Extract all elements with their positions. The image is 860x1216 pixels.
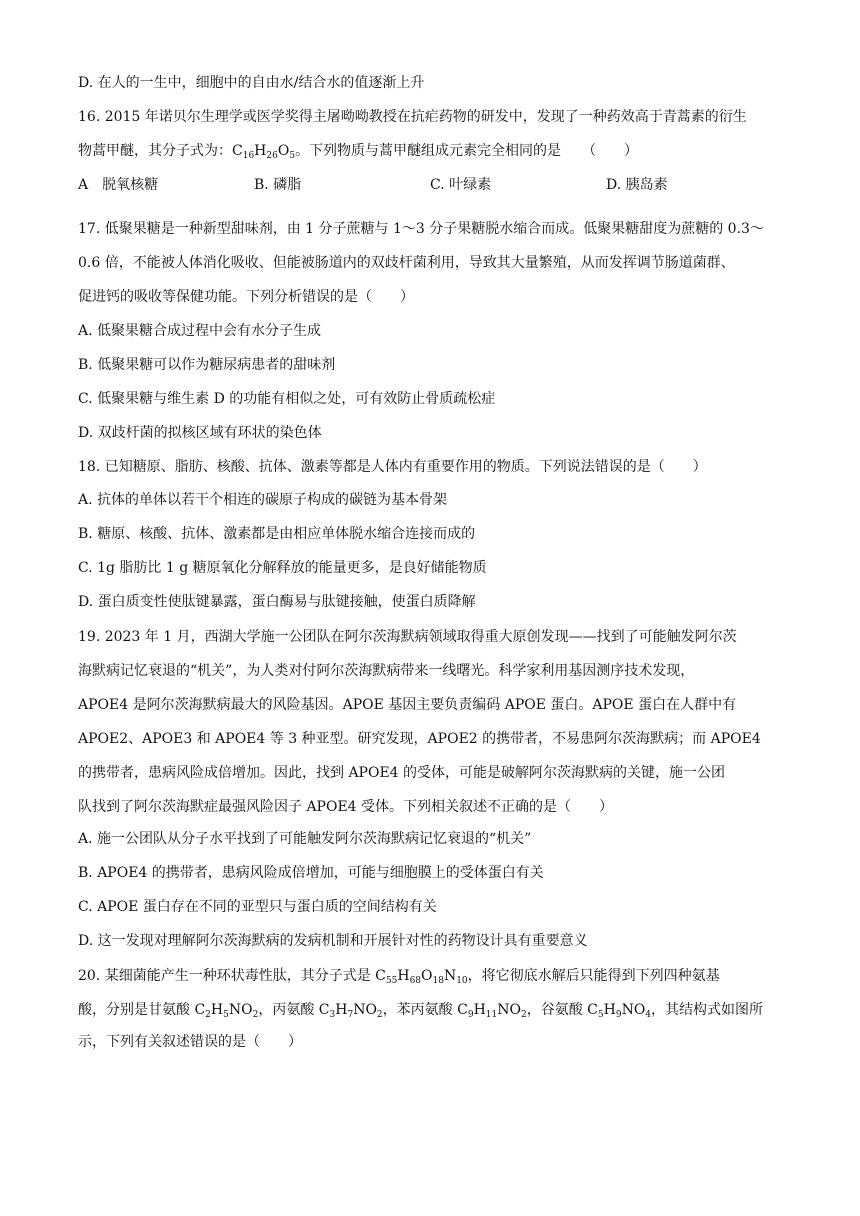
q19-stem-line-2: 海默病记忆衰退的“机关”，为人类对付阿尔茨海默病带来一线曙光。科学家利用基因测序技术发现， bbox=[78, 663, 695, 679]
q18-option-c: C. 1g 脂肪比 1 g 糖原氧化分解释放的能量更多，是良好储能物质 bbox=[78, 560, 487, 576]
q17-option-a: A. 低聚果糖合成过程中会有水分子生成 bbox=[78, 323, 322, 339]
q20-stem-line-3: 示，下列有关叙述错误的是（ ） bbox=[78, 1034, 302, 1050]
q19-stem-line-4: APOE2、APOE3 和 APOE4 等 3 种亚型。研究发现，APOE2 的携带者，不易患阿尔茨海默病；而 APOE4 bbox=[78, 731, 761, 747]
q16-stem-line-2: 物蒿甲醚，其分子式为：$C_{16}H_{26}O_5$。下列物质与蒿甲醚组成元素完全相同的是 （ ） bbox=[78, 143, 639, 161]
q19-option-d: D. 这一发现对理解阿尔茨海默病的发病机制和开展针对性的药物设计具有重要意义 bbox=[78, 933, 588, 949]
q19-stem-line-3: APOE4 是阿尔茨海默病最大的风险基因。APOE 基因主要负责编码 APOE 蛋白。APOE 蛋白在人群中有 bbox=[78, 697, 737, 713]
q20-stem-line-2: 酸，分别是甘氨酸 $C_2H_5NO_2$，丙氨酸 $C_3H_7NO_2$，苯丙氨酸 $C_9H_{11}NO_2$，谷氨酸 $C_5H_9NO_4$，其结构式如图所 bbox=[78, 1002, 764, 1020]
q16-option-c: C. 叶绿素 bbox=[430, 177, 492, 193]
glycine-formula: $C_2H_5NO_2$ bbox=[194, 1002, 259, 1020]
q16-options bbox=[78, 175, 778, 195]
q19-option-b: B. APOE4 的携带者，患病风险成倍增加，可能与细胞膜上的受体蛋白有关 bbox=[78, 865, 544, 881]
q18-option-d: D. 蛋白质变性使肽键暴露，蛋白酶易与肽键接触，使蛋白质降解 bbox=[78, 594, 476, 610]
q19-stem-line-5: 的携带者，患病风险成倍增加。因此，找到 APOE4 的受体，可能是破解阿尔茨海默病的关键，施一公团 bbox=[78, 765, 726, 781]
phenylalanine-formula: $C_9H_{11}NO_2$ bbox=[457, 1002, 527, 1020]
alanine-formula: $C_3H_7NO_2$ bbox=[318, 1002, 383, 1020]
q17-stem-line-2: 0.6 倍，不能被人体消化吸收、但能被肠道内的双歧杆菌利用，导致其大量繁殖，从而发挥调节肠道菌群、 bbox=[78, 255, 735, 271]
toxin-peptide-formula: $C_{55}H_{68}O_{18}N_{10}$ bbox=[375, 968, 468, 986]
q17-option-c: C. 低聚果糖与维生素 D 的功能有相似之处，可有效防止骨质疏松症 bbox=[78, 391, 496, 407]
q16-option-b: B. 磷脂 bbox=[254, 177, 302, 193]
q17-option-b: B. 低聚果糖可以作为糖尿病患者的甜味剂 bbox=[78, 357, 336, 373]
q16-option-a: A 脱氧核糖 bbox=[78, 177, 159, 193]
q20-stem-line-1: 20. 某细菌能产生一种环状毒性肽，其分子式是 $C_{55}H_{68}O_{18}N_{10}$，将它彻底水解后只能得到下列四种氨基 bbox=[78, 968, 720, 986]
q19-stem-line-1: 19. 2023 年 1 月，西湖大学施一公团队在阿尔茨海默病领域取得重大原创发现——找到了可能触发阿尔茨 bbox=[78, 629, 737, 645]
q18-stem: 18. 已知糖原、脂肪、核酸、抗体、激素等都是人体内有重要作用的物质。下列说法错误的是（ ） bbox=[78, 459, 707, 475]
q19-option-c: C. APOE 蛋白存在不同的亚型只与蛋白质的空间结构有关 bbox=[78, 899, 437, 915]
q17-option-d: D. 双歧杆菌的拟核区域有环状的染色体 bbox=[78, 425, 322, 441]
q16-stem-line-1: 16. 2015 年诺贝尔生理学或医学奖得主屠呦呦教授在抗疟药物的研发中，发现了一种药效高于青蒿素的衍生 bbox=[78, 109, 747, 125]
q19-option-a: A. 施一公团队从分子水平找到了可能触发阿尔茨海默病记忆衰退的“机关” bbox=[78, 831, 532, 847]
q15-option-d: D. 在人的一生中，细胞中的自由水/结合水的值逐渐上升 bbox=[78, 75, 425, 91]
glutamic-acid-formula: $C_5H_9NO_4$ bbox=[587, 1002, 652, 1020]
q17-stem-line-1: 17. 低聚果糖是一种新型甜味剂，由 1 分子蔗糖与 1～3 分子果糖脱水缩合而成。低聚果糖甜度为蔗糖的 0.3～ bbox=[78, 221, 764, 237]
q19-stem-line-6: 队找到了阿尔茨海默症最强风险因子 APOE4 受体。下列相关叙述不正确的是（ ） bbox=[78, 799, 614, 815]
artemether-formula: $C_{16}H_{26}O_5$ bbox=[232, 143, 296, 161]
q18-option-b: B. 糖原、核酸、抗体、激素都是由相应单体脱水缩合连接而成的 bbox=[78, 526, 476, 542]
q17-stem-line-3: 促进钙的吸收等保健功能。下列分析错误的是（ ） bbox=[78, 289, 414, 305]
q18-option-a: A. 抗体的单体以若干个相连的碳原子构成的碳链为基本骨架 bbox=[78, 492, 448, 508]
q16-option-d: D. 胰岛素 bbox=[606, 177, 668, 193]
